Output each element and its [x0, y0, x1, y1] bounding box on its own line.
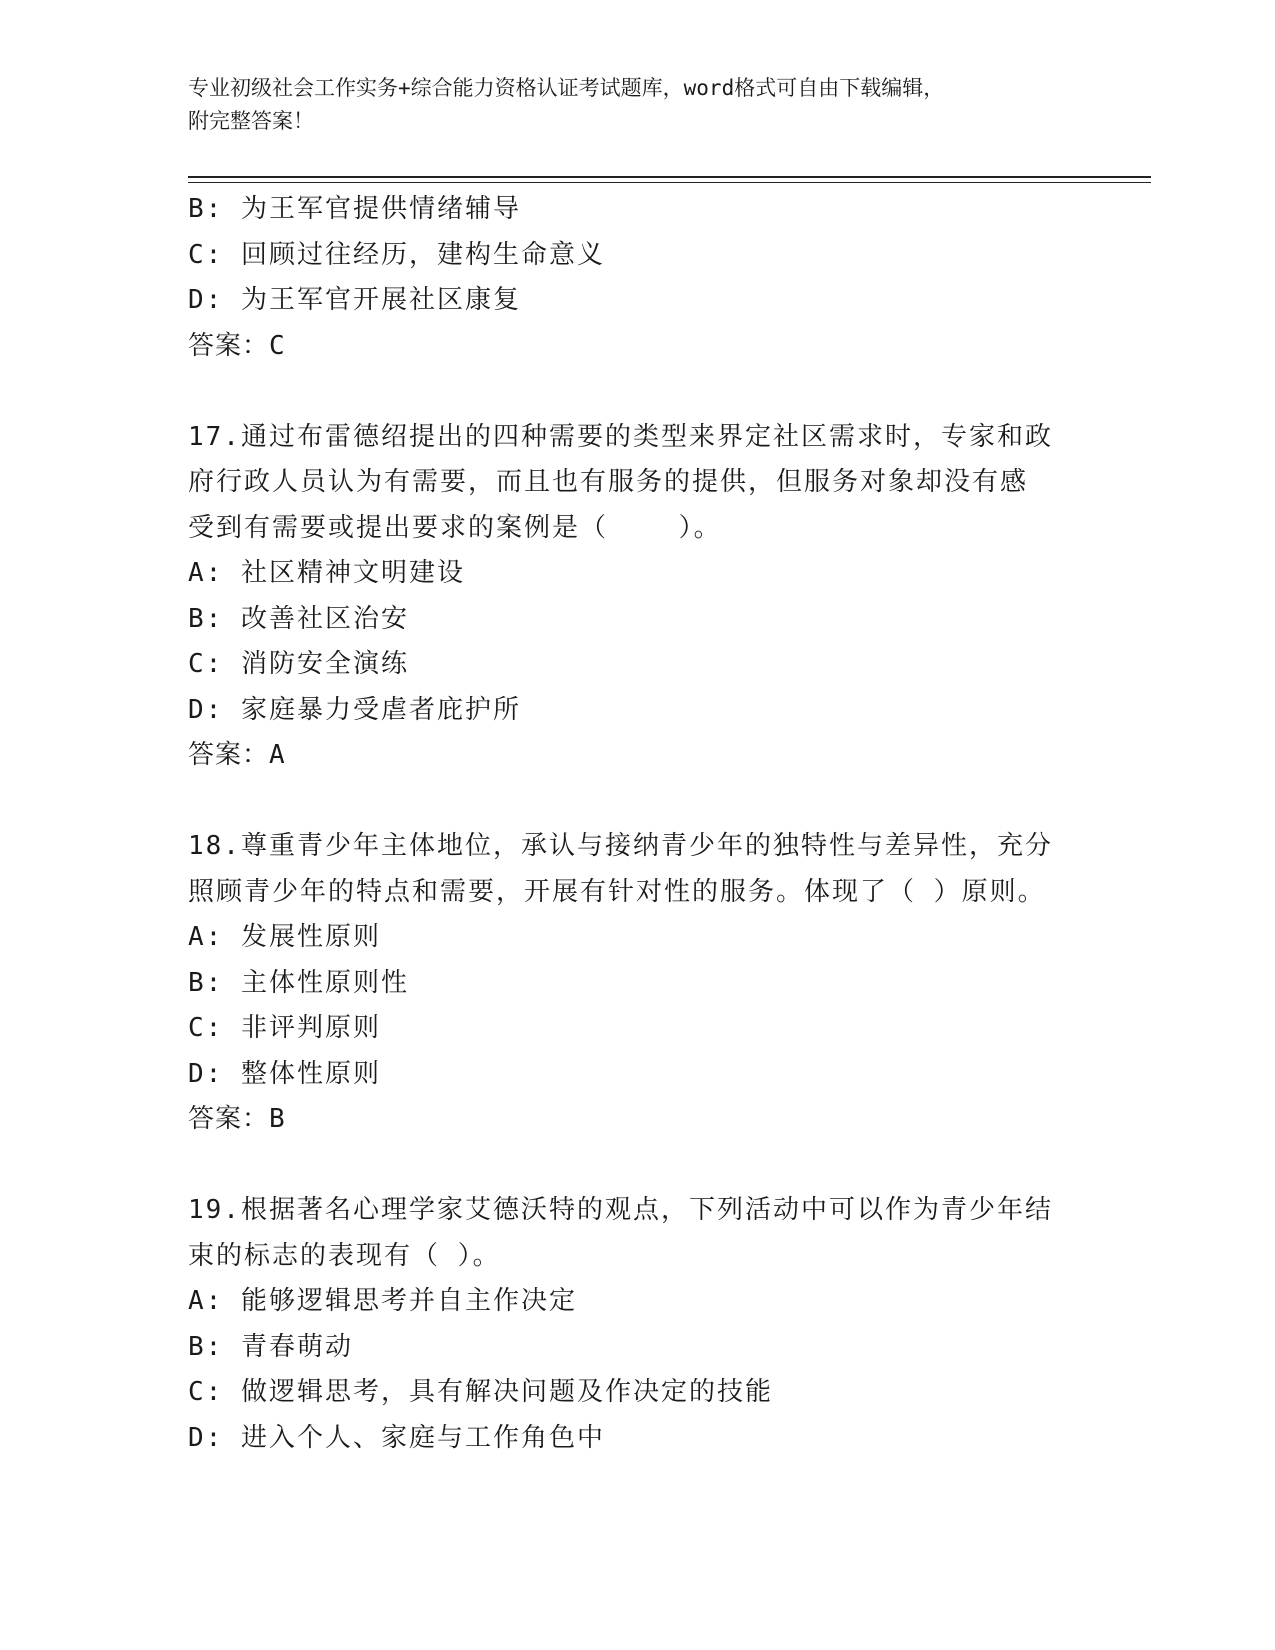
question-stem: 18.尊重青少年主体地位，承认与接纳青少年的独特性与差异性，充分 — [188, 831, 1053, 861]
option-b: B: 主体性原则性 — [188, 967, 409, 998]
header-line-2: 附完整答案！ — [188, 109, 314, 133]
option-a: A: 社区精神文明建设 — [188, 558, 465, 588]
question-stem: 照顾青少年的特点和需要，开展有针对性的服务。体现了（ ）原则。 — [188, 876, 1046, 907]
question-17 — [188, 415, 1108, 779]
answer-line: 答案：C — [188, 330, 286, 361]
header-line-1: 专业初级社会工作实务+综合能力资格认证考试题库，word格式可自由下载编辑， — [188, 76, 945, 100]
question-stem: 19.根据著名心理学家艾德沃特的观点，下列活动中可以作为青少年结 — [188, 1195, 1053, 1225]
document-header — [188, 72, 1088, 138]
option-c: C: 回顾过往经历，建构生命意义 — [188, 239, 605, 270]
spacer — [188, 779, 1108, 825]
option-b: B: 青春萌动 — [188, 1331, 353, 1362]
answer-line: 答案：A — [188, 740, 286, 770]
option-c: C: 消防安全演练 — [188, 649, 409, 679]
question-18 — [188, 824, 1108, 1143]
header-divider-thick — [188, 176, 1151, 178]
option-d: D: 为王军官开展社区康复 — [188, 285, 521, 315]
question-stem: 束的标志的表现有（ ）。 — [188, 1240, 501, 1271]
spacer — [188, 369, 1108, 415]
option-b: B: 改善社区治安 — [188, 603, 409, 634]
option-d: D: 家庭暴力受虐者庇护所 — [188, 694, 521, 725]
option-d: D: 进入个人、家庭与工作角色中 — [188, 1422, 605, 1453]
option-a: A: 发展性原则 — [188, 922, 381, 952]
question-stem: 受到有需要或提出要求的案例是（ ）。 — [188, 512, 722, 543]
spacer — [188, 1143, 1108, 1189]
question-stem: 府行政人员认为有需要，而且也有服务的提供，但服务对象却没有感 — [188, 467, 1029, 497]
option-c: C: 非评判原则 — [188, 1013, 381, 1043]
option-a: A: 能够逻辑思考并自主作决定 — [188, 1286, 577, 1316]
question-content — [188, 187, 1108, 1461]
previous-question-block — [188, 187, 1108, 369]
option-c: C: 做逻辑思考，具有解决问题及作决定的技能 — [188, 1377, 773, 1407]
option-d: D: 整体性原则 — [188, 1058, 381, 1089]
header-divider-thin — [188, 182, 1151, 183]
option-b: B: 为王军官提供情绪辅导 — [188, 194, 521, 224]
answer-line: 答案：B — [188, 1104, 286, 1134]
question-19 — [188, 1188, 1108, 1461]
question-stem: 17.通过布雷德绍提出的四种需要的类型来界定社区需求时，专家和政 — [188, 421, 1053, 452]
